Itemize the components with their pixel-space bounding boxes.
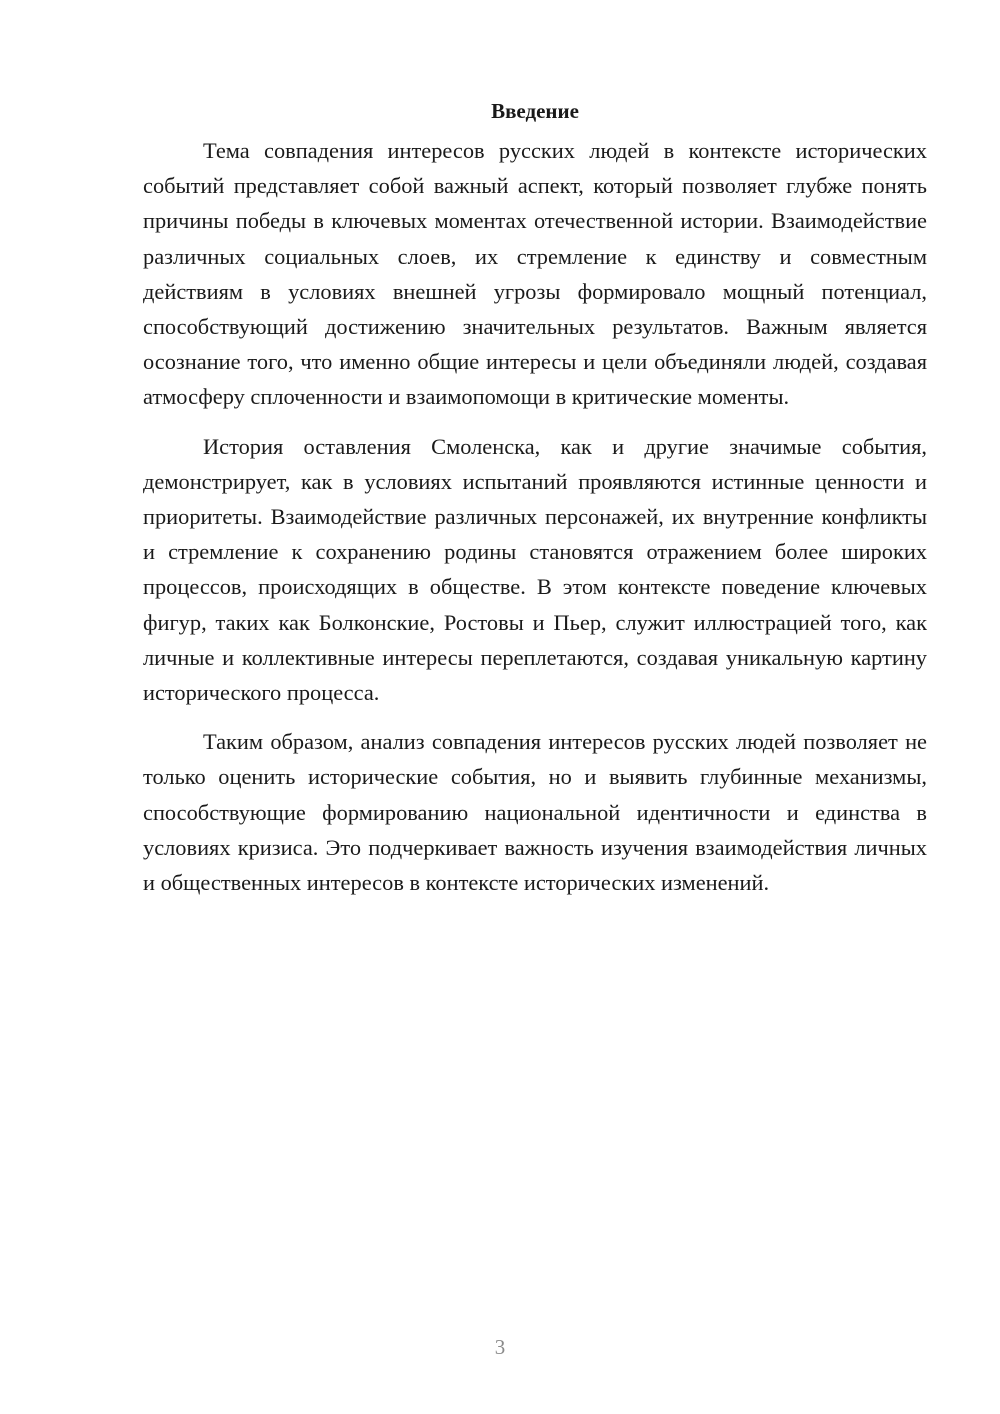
section-heading: Введение (491, 99, 579, 123)
page-number: 3 (494, 1335, 506, 1359)
paragraph-1: Тема совпадения интересов русских людей в контексте исторических событий представляет собой важный аспект, который позволяет глубже понять причины победы в ключевых моментах отечественной истории. Взаимодействие различных социальных слоев, их стремление к единству и совместным действиям в условиях внешней угрозы формировало мощный потенциал, способствующий достижению значительных результатов. Важным является осознание того, что именно общие интересы и цели объединяли людей, создавая атмосферу сплоченности и взаимопомощи в критические моменты. (143, 138, 927, 410)
page-content (143, 96, 927, 914)
paragraph-2: История оставления Смоленска, как и другие значимые события, демонстрирует, как в условиях испытаний проявляются истинные ценности и приоритеты. Взаимодействие различных персонажей, их внутренние конфликты и стремление к сохранению родины становятся отражением более широких процессов, происходящих в обществе. В этом контексте поведение ключевых фигур, таких как Болконские, Ростовы и Пьер, служит иллюстрацией того, как личные и коллективные интересы переплетаются, создавая уникальную картину исторического процесса. (143, 433, 927, 706)
paragraph-3: Таким образом, анализ совпадения интересов русских людей позволяет не только оценить исторические события, но и выявить глубинные механизмы, способствующие формированию национальной идентичности и единства в условиях кризиса. Это подчеркивает важность изучения взаимодействия личных и общественных интересов в контексте исторических изменений. (143, 729, 927, 896)
